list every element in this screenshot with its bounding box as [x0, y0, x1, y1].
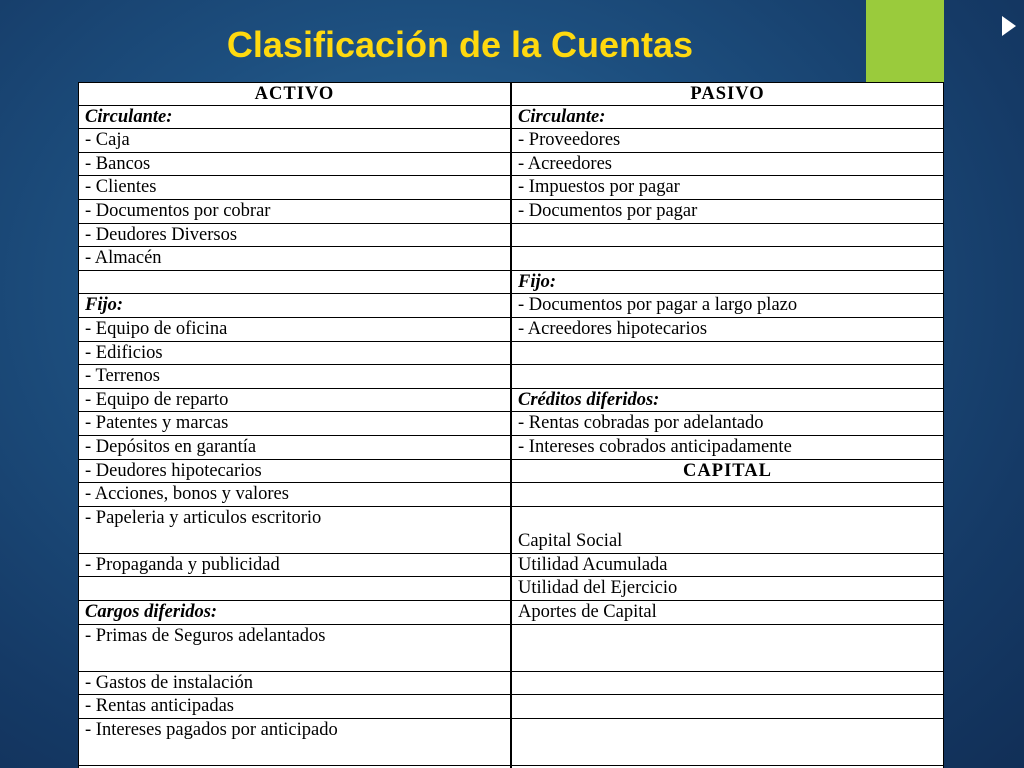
table-cell: - Primas de Seguros adelantados [79, 625, 510, 672]
table-cell: - Rentas anticipadas [79, 695, 510, 719]
table-cell: - Proveedores [512, 129, 943, 153]
triangle-right-arrow-icon[interactable] [1002, 16, 1016, 36]
table-cell: Fijo: [512, 271, 943, 295]
table-cell: - Propaganda y publicidad [79, 554, 510, 578]
table-cell: - Intereses cobrados anticipadamente [512, 436, 943, 460]
table-cell: - Papeleria y articulos escritorio [79, 507, 510, 554]
table-cell [512, 224, 943, 248]
table-cell: - Rentas cobradas por adelantado [512, 412, 943, 436]
table-cell: - Deudores Diversos [79, 224, 510, 248]
table-cell: - Edificios [79, 342, 510, 366]
table-cell: - Equipo de oficina [79, 318, 510, 342]
table-cell: Capital Social [512, 507, 943, 554]
table-cell: - Patentes y marcas [79, 412, 510, 436]
table-cell: - Terrenos [79, 365, 510, 389]
table-cell: - Acciones, bonos y valores [79, 483, 510, 507]
table-cell: - Intereses pagados por anticipado [79, 719, 510, 766]
activo-column [78, 82, 510, 768]
table-cell [79, 577, 510, 601]
table-cell: Fijo: [79, 294, 510, 318]
table-cell: - Acreedores hipotecarios [512, 318, 943, 342]
pasivo-header: PASIVO [512, 82, 943, 106]
table-cell: Aportes de Capital [512, 601, 943, 625]
table-cell [512, 672, 943, 696]
table-cell: Créditos diferidos: [512, 389, 943, 413]
table-cell [512, 719, 943, 766]
table-cell: - Documentos por cobrar [79, 200, 510, 224]
table-cell: - Deudores hipotecarios [79, 460, 510, 484]
table-cell [79, 271, 510, 295]
slide-title: Clasificación de la Cuentas [226, 24, 694, 65]
table-cell: - Bancos [79, 153, 510, 177]
table-cell: - Impuestos por pagar [512, 176, 943, 200]
table-cell: Circulante: [79, 106, 510, 130]
table-cell: Utilidad Acumulada [512, 554, 943, 578]
table-cell: - Acreedores [512, 153, 943, 177]
table-cell: - Documentos por pagar [512, 200, 943, 224]
table-cell [512, 625, 943, 672]
table-cell: - Documentos por pagar a largo plazo [512, 294, 943, 318]
capital-header: CAPITAL [512, 460, 943, 484]
table-cell [512, 247, 943, 271]
table-cell: - Almacén [79, 247, 510, 271]
table-cell: - Gastos de instalación [79, 672, 510, 696]
pasivo-column [510, 82, 944, 768]
table-cell: - Equipo de reparto [79, 389, 510, 413]
table-cell [512, 483, 943, 507]
accent-bar [866, 0, 944, 84]
table-cell: Circulante: [512, 106, 943, 130]
activo-header: ACTIVO [79, 82, 510, 106]
table-cell [512, 365, 943, 389]
table-cell: Cargos diferidos: [79, 601, 510, 625]
table-cell: Utilidad del Ejercicio [512, 577, 943, 601]
table-cell [512, 695, 943, 719]
table-cell: - Clientes [79, 176, 510, 200]
table-cell [512, 342, 943, 366]
table-cell: - Depósitos en garantía [79, 436, 510, 460]
table-cell: - Caja [79, 129, 510, 153]
accounts-classification-table [78, 82, 944, 768]
